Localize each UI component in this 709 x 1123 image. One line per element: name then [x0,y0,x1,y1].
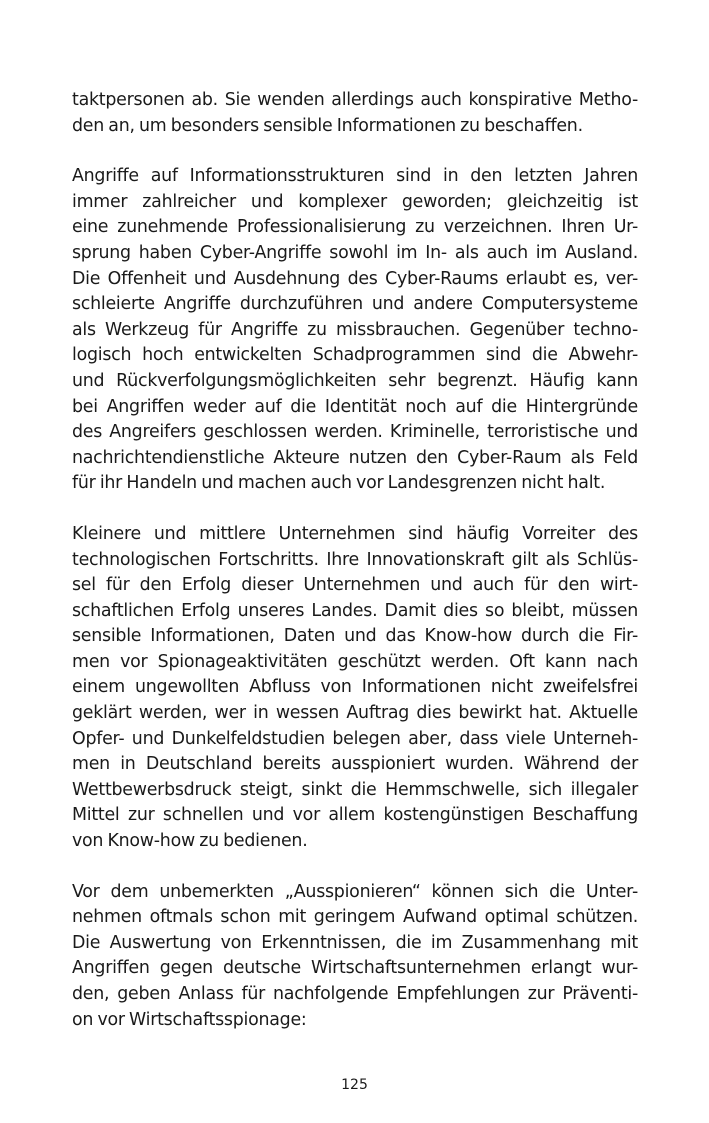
text-line: als Werkzeug für Angriffe zu missbrauchen. Gegenüber techno- [72,319,638,340]
text-line: und Rückverfolgungsmöglichkeiten sehr begrenzt. Häufig kann [72,370,638,391]
text-line: geklärt werden, wer in wessen Auftrag dies bewirkt hat. Aktuelle [72,703,638,724]
text-line: Vor dem unbemerkten „Ausspionieren“ können sich die Unter- [72,881,638,902]
text-line: sensible Informationen, Daten und das Know-how durch die Fir- [72,626,638,647]
text-line: von Know-how zu bedienen. [72,831,308,852]
text-line: eine zunehmende Professionalisierung zu verzeichnen. Ihren Ur- [72,217,638,238]
text-line: logisch hoch entwickelten Schadprogrammen sind die Abwehr- [72,345,638,366]
paragraph-4 [72,880,638,1034]
text-line: men in Deutschland bereits ausspioniert wurden. Während der [72,754,638,775]
text-line: des Angreifers geschlossen werden. Kriminelle, terroristische und [72,422,638,443]
text-line: den an, um besonders sensible Informationen zu beschaffen. [72,115,583,136]
text-line: Angriffen gegen deutsche Wirtschaftsunternehmen erlangt wur- [72,958,638,979]
text-line: schaftlichen Erfolg unseres Landes. Damit dies so bleibt, müssen [72,600,638,621]
text-line: Opfer- und Dunkelfeldstudien belegen aber, dass viele Unterneh- [72,728,638,749]
text-line: schleierte Angriffe durchzuführen und andere Computersysteme [72,294,638,315]
paragraph-1 [72,88,638,139]
text-line: technologischen Fortschritts. Ihre Innovationskraft gilt als Schlüs- [72,549,638,570]
text-line: Kleinere und mittlere Unternehmen sind häufig Vorreiter des [72,523,638,544]
text-line: men vor Spionageaktivitäten geschützt werden. Oft kann nach [72,651,638,672]
paragraph-2 [72,164,638,497]
text-line: für ihr Handeln und machen auch vor Landesgrenzen nicht halt. [72,473,606,494]
text-line: immer zahlreicher und komplexer geworden; gleichzeitig ist [72,191,638,212]
page-number: 125 [341,1077,368,1093]
text-line: den, geben Anlass für nachfolgende Empfehlungen zur Präventi- [72,984,638,1004]
page-body [72,88,638,1058]
text-line: Wettbewerbsdruck steigt, sinkt die Hemmschwelle, sich illegaler [72,779,638,800]
text-line: sel für den Erfolg dieser Unternehmen und auch für den wirt- [72,575,638,596]
text-line: bei Angriffen weder auf die Identität noch auf die Hintergründe [72,396,638,417]
text-line: sprung haben Cyber-Angriffe sowohl im In- als auch im Ausland. [72,242,638,263]
paragraph-3 [72,522,638,855]
text-line: Die Offenheit und Ausdehnung des Cyber-Raums erlaubt es, ver- [72,268,638,289]
text-line: Die Auswertung von Erkenntnissen, die im Zusammenhang mit [72,932,638,953]
text-line: Mittel zur schnellen und vor allem kostengünstigen Beschaffung [72,805,638,826]
text-line: Angriffe auf Informationsstrukturen sind in den letzten Jahren [72,166,638,187]
text-line: taktpersonen ab. Sie wenden allerdings auch konspirative Metho- [72,90,638,110]
text-line: on vor Wirtschaftsspionage: [72,1009,307,1030]
text-line: einem ungewollten Abfluss von Informationen nicht zweifelsfrei [72,677,638,698]
text-line: nehmen oftmals schon mit geringem Aufwand optimal schützen. [72,907,638,928]
text-line: nachrichtendienstliche Akteure nutzen den Cyber-Raum als Feld [72,447,638,468]
